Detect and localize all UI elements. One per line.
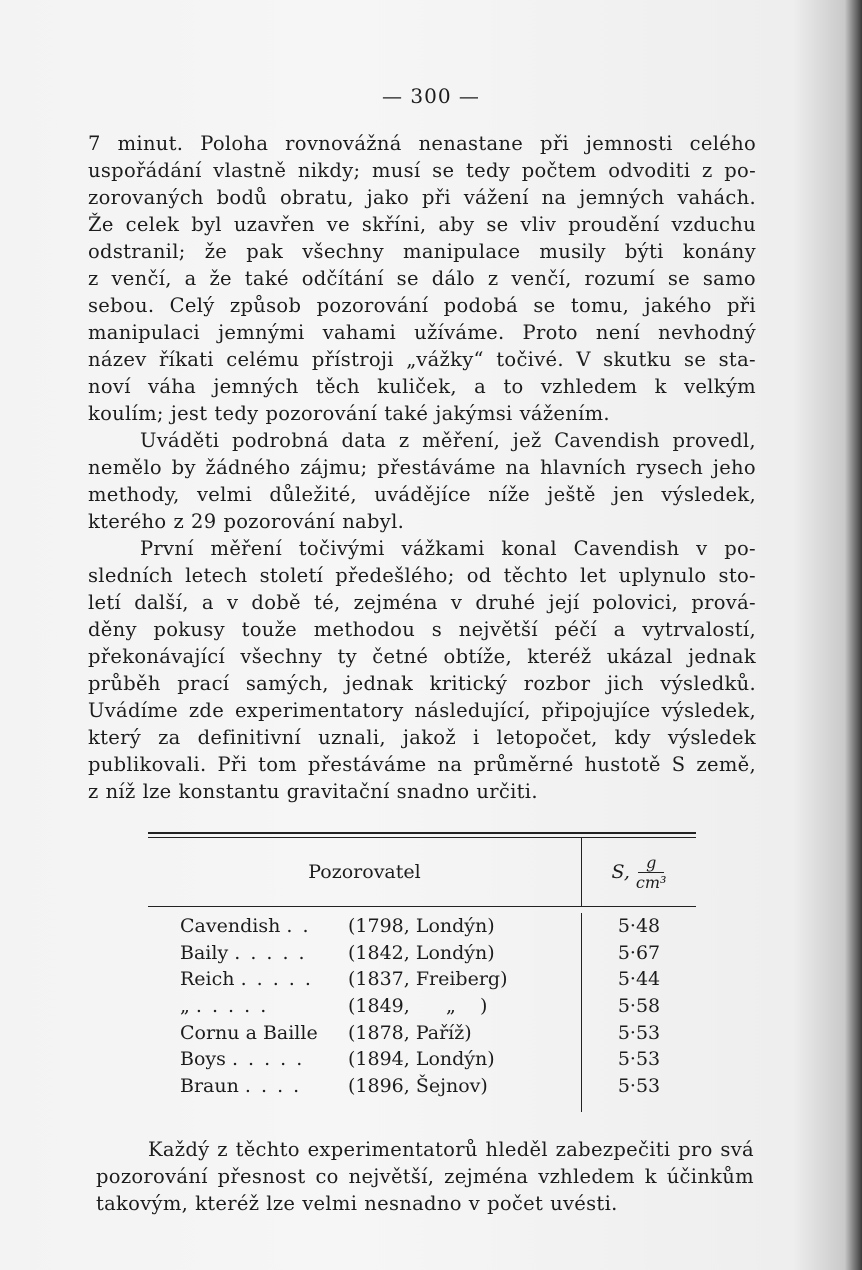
text-line: manipulaci jemnými vahami užíváme. Proto není nevhodný [88, 321, 756, 344]
text-line: odstranil; že pak všechny manipulace musily býti konány [88, 240, 756, 263]
density-value: 5·48 [617, 915, 661, 937]
observation-info: (1894, Londýn) [348, 1048, 495, 1071]
table-top-rule [148, 832, 696, 834]
header-density-unit [636, 853, 667, 892]
observer-cell [180, 1046, 348, 1073]
density-value: 5·58 [617, 995, 661, 1018]
observer-cell [180, 966, 348, 993]
text-line: takovým, kteréž lze velmi nesnadno v počet uvésti. [96, 1192, 618, 1215]
text-line: Uvádíme zde experimentatory následující, připojujíce výsledek, [88, 699, 756, 722]
page-number: — 300 — [382, 84, 480, 108]
density-value: 5·67 [617, 941, 661, 964]
table-header [148, 838, 696, 907]
density-table [148, 832, 696, 1112]
text-line: noví váha jemných těch kuliček, a to vzhledem k velkým [88, 375, 756, 398]
observer-name: Cornu a Baille [180, 1021, 318, 1044]
table-row [180, 1046, 581, 1073]
text-line: průběh prací samých, jednak kritický rozbor jich výsledků. [88, 672, 756, 695]
leader-dots: . . . . [244, 1075, 302, 1098]
text-line: pozorování přesnost co největší, zejména vzhledem k účinkům [96, 1165, 754, 1188]
table-row [180, 913, 581, 940]
text-line: Každý z těchto experimentatorů hleděl zabezpečiti pro svá [148, 1138, 754, 1161]
final-paragraph [96, 1136, 754, 1217]
text-line: První měření točivými vážkami konal Cavendish v po- [140, 537, 756, 560]
table-row [180, 993, 581, 1020]
observer-name: Boys [180, 1048, 226, 1071]
leader-dots: . . . . . [195, 995, 269, 1018]
text-line: zorovaných bodů obratu, jako při vážení na jemných vahách. [88, 186, 756, 209]
density-value: 5·53 [617, 1075, 661, 1098]
leader-dots: . . . . . [231, 1048, 305, 1071]
observation-info: (1849, „ ) [348, 995, 488, 1018]
text-line: z níž lze konstantu gravitační snadno určiti. [88, 780, 538, 803]
text-line: kterého z 29 pozorování nabyl. [88, 510, 405, 533]
text-line: methody, velmi důležité, uvádějíce níže ještě jen výsledek, [88, 483, 756, 506]
observation-info: (1896, Šejnov) [348, 1075, 488, 1098]
text-line: 7 minut. Poloha rovnovážná nenastane při jemnosti celého [88, 132, 756, 155]
text-line: děny pokusy touže methodou s největší péčí a vytrvalostí, [88, 618, 756, 641]
leader-dots: . . . . . [240, 968, 313, 991]
table-row [180, 1020, 581, 1047]
text-line: Že celek byl uzavřen ve skříni, aby se vliv proudění vzduchu [88, 213, 756, 236]
observer-name: Cavendish [180, 915, 281, 937]
text-line: uspořádání vlastně nikdy; musí se tedy počtem odvoditi z po- [88, 159, 756, 182]
body-text [88, 130, 756, 805]
observation-info: (1878, Paříž) [348, 1021, 472, 1044]
text-line: letí další, a v době té, zejména v druhé její polovici, prová- [88, 591, 756, 614]
observer-cell [180, 913, 348, 940]
table-row [180, 940, 581, 967]
text-line: publikovali. Při tom přestáváme na průměrné hustotě S země, [88, 753, 756, 776]
observer-cell [180, 940, 348, 967]
density-column [582, 913, 696, 1112]
observer-name: Baily [180, 941, 229, 964]
header-unit-numerator: g [638, 853, 664, 873]
header-observer: Pozorovatel [148, 838, 582, 906]
text-line: který za definitivní uznali, jakož i letopočet, kdy výsledek [88, 726, 756, 749]
text-line: Uváděti podrobná data z měření, jež Cavendish provedl, [140, 429, 756, 452]
header-density-symbol: S, [611, 861, 630, 883]
header-density [582, 838, 696, 906]
table-body [148, 907, 696, 1112]
density-value: 5·53 [617, 1048, 661, 1071]
header-unit-denominator: cm³ [635, 872, 667, 892]
observer-cell [180, 1020, 348, 1047]
density-value: 5·53 [617, 1021, 661, 1044]
observation-info: (1837, Freiberg) [348, 968, 508, 991]
table-row [180, 1073, 581, 1100]
text-line: nemělo by žádného zájmu; přestáváme na hlavních rysech jeho [88, 456, 756, 479]
observer-column [148, 913, 582, 1112]
text-line: sebou. Celý způsob pozorování podobá se tomu, jakého při [88, 294, 756, 317]
text-line: koulím; jest tedy pozorování také jakýmsi vážením. [88, 402, 610, 425]
leader-dots: . . . . . [234, 941, 307, 964]
observer-name: Reich [180, 968, 235, 991]
table-row [180, 966, 581, 993]
observer-cell [180, 993, 348, 1020]
observer-name: „ [180, 995, 190, 1018]
observer-cell [180, 1073, 348, 1100]
observation-info: (1842, Londýn) [348, 941, 495, 964]
observation-info: (1798, Londýn) [348, 915, 495, 937]
density-value: 5·44 [617, 968, 661, 991]
text-line: překonávající všechny ty četné obtíže, kteréž ukázal jednak [88, 645, 756, 668]
observer-name: Braun [180, 1075, 239, 1098]
leader-dots: . . [286, 915, 311, 937]
text-line: sledních letech století předešlého; od těchto let uplynulo sto- [88, 564, 756, 587]
text-line: název říkati celému přístroji „vážky“ točivé. V skutku se sta- [88, 348, 756, 371]
text-line: z venčí, a že také odčítání se dálo z venčí, rozumí se samo [88, 267, 756, 290]
